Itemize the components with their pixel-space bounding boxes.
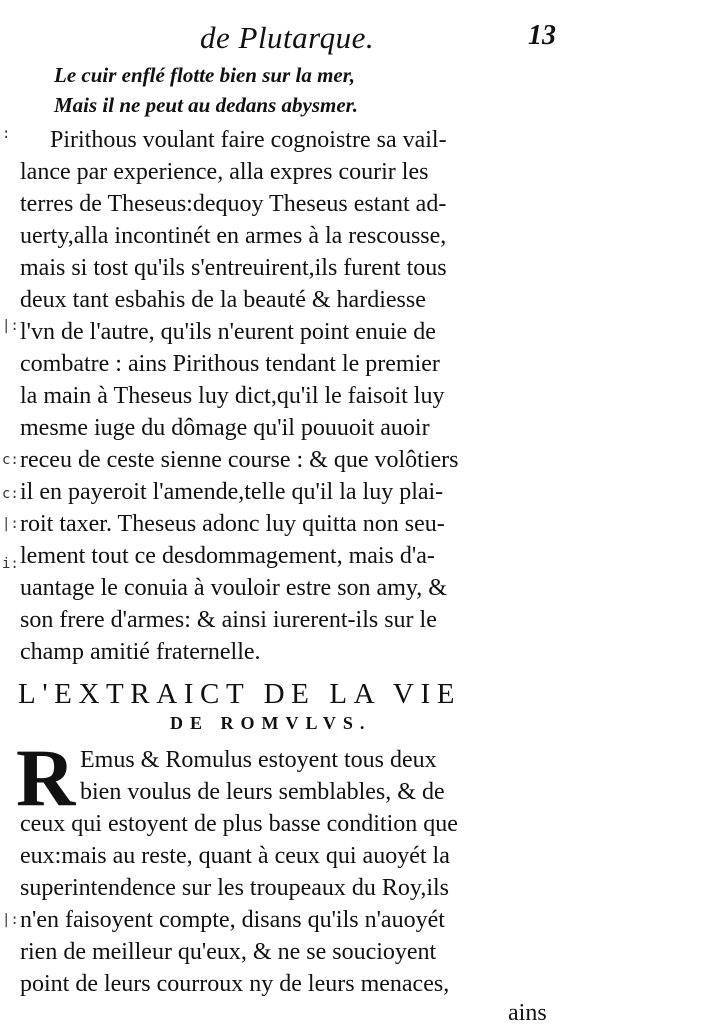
paragraph-romulus [20, 744, 565, 1000]
text-line: receu de ceste sienne course : & que volôtiers [20, 447, 459, 473]
text-line: Pirithous voulant faire cognoistre sa vail- [50, 127, 447, 153]
text-line: mesme iuge du dômage qu'il pouuoit auoir [20, 415, 430, 441]
text-line: eux:mais au reste, quant à ceux qui auoyét la [20, 843, 450, 869]
margin-mark: |: [2, 318, 19, 334]
text-line: n'en faisoyent compte, disans qu'ils n'auoyét [20, 907, 445, 933]
section-heading: L'EXTRAICT DE LA VIE [18, 678, 462, 710]
text-line: la main à Theseus luy dict,qu'il le faisoit luy [20, 383, 445, 409]
margin-mark: |: [2, 912, 19, 928]
text-line: Emus & Romulus estoyent tous deux [80, 747, 437, 773]
text-line: il en payeroit l'amende,telle qu'il la luy plai- [20, 479, 444, 505]
catchword: ains [508, 1000, 547, 1026]
text-line: uerty,alla incontinét en armes à la rescousse, [20, 223, 447, 249]
page-number: 13 [528, 20, 556, 51]
text-line: rien de meilleur qu'eux, & ne se soucioyent [20, 939, 437, 965]
margin-mark: i: [2, 556, 19, 572]
text-line: deux tant esbahis de la beauté & hardiesse [20, 287, 426, 313]
paragraph-pirithous [20, 124, 565, 668]
text-line: roit taxer. Theseus adonc luy quitta non seu- [20, 511, 445, 537]
verse-line: Le cuir enflé flotte bien sur la mer, [54, 63, 355, 87]
text-line: combatre : ains Pirithous tendant le premier [20, 351, 440, 377]
text-line: uantage le conuia à vouloir estre son amy, & [20, 575, 447, 601]
margin-mark: c: [2, 452, 19, 468]
text-line: lement tout ce desdommagement, mais d'a- [20, 543, 435, 569]
margin-mark: : [2, 126, 11, 142]
drop-cap: R [16, 732, 76, 823]
text-line: point de leurs courroux ny de leurs menaces, [20, 971, 450, 997]
text-line: superintendence sur les troupeaux du Roy,ils [20, 875, 450, 901]
text-line: bien voulus de leurs semblables, & de [80, 779, 445, 805]
text-line: lance par experience, alla expres courir les [20, 159, 429, 185]
section-subheading: DE ROMVLVS. [170, 713, 372, 733]
margin-mark: c: [2, 486, 19, 502]
verse-quotation [54, 60, 358, 120]
text-line: l'vn de l'autre, qu'ils n'eurent point enuie de [20, 319, 436, 345]
page-header [0, 20, 728, 60]
running-title: de Plutarque. [200, 20, 375, 55]
verse-line: Mais il ne peut au dedans abysmer. [54, 93, 358, 117]
text-line: ceux qui estoyent de plus basse condition que [20, 811, 458, 837]
text-line: champ amitié fraternelle. [20, 639, 261, 665]
text-line: mais si tost qu'ils s'entreuirent,ils furent tous [20, 255, 447, 281]
gutter-marks [0, 0, 20, 1029]
margin-mark: |: [2, 516, 19, 532]
text-line: terres de Theseus:dequoy Theseus estant ad- [20, 191, 447, 217]
text-line: son frere d'armes: & ainsi iurerent-ils sur le [20, 607, 437, 633]
